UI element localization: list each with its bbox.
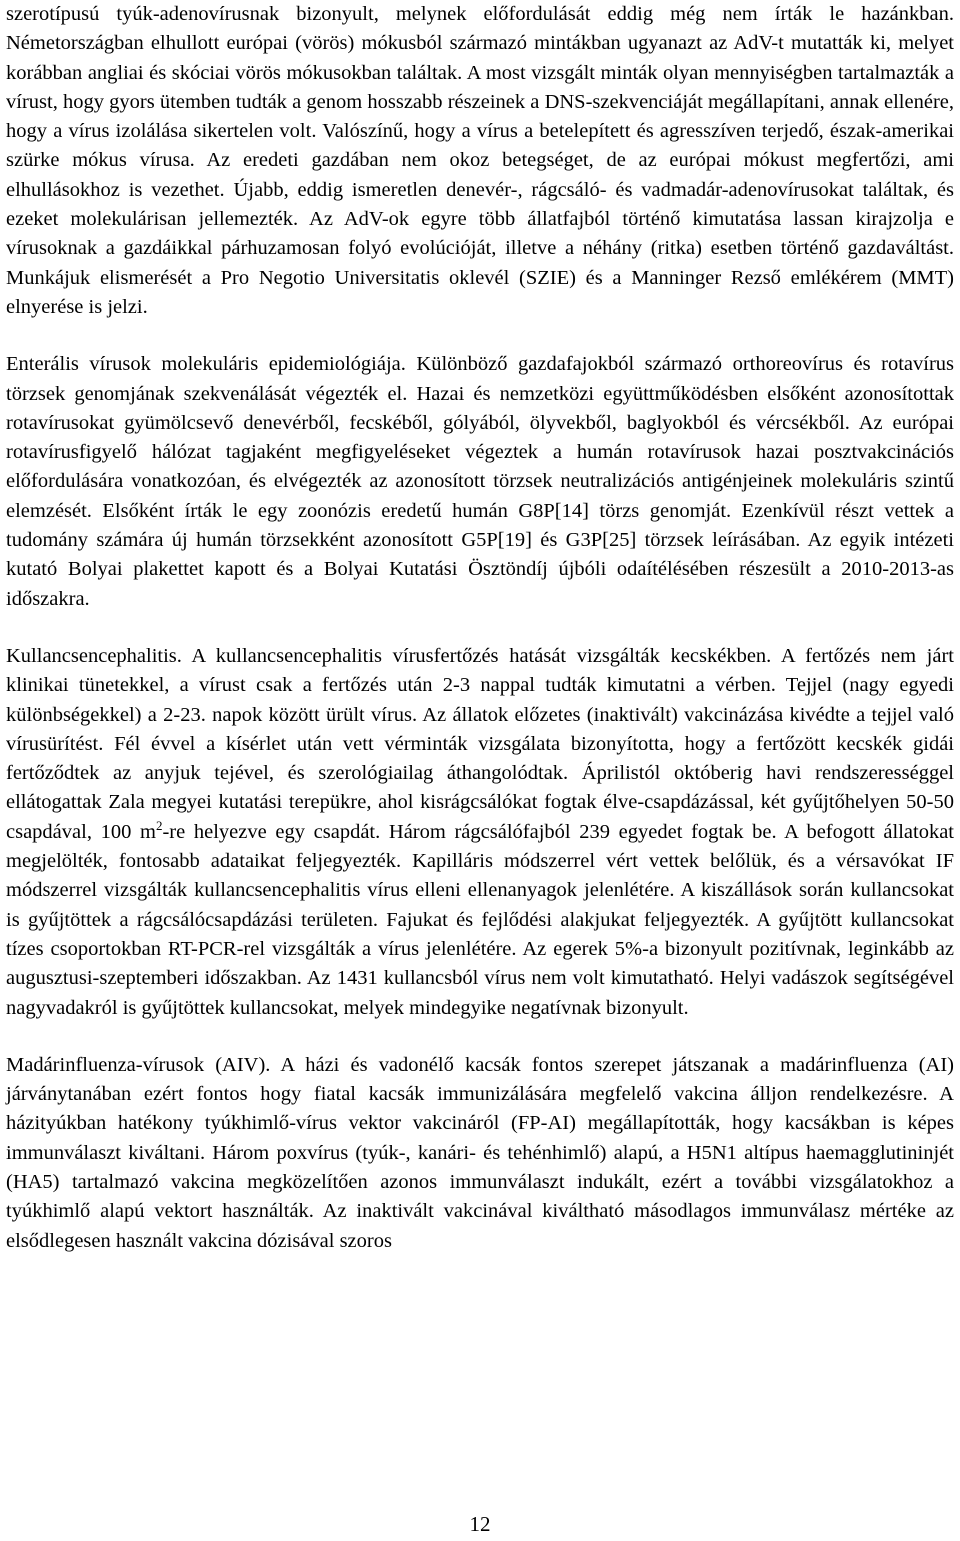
paragraph-text-part-1: Kullancsencephalitis. A kullancsencephalitis vírusfertőzés hatását vizsgálták kecskékben. A fertőzés nem járt klinikai tünetekkel, a vírust csak a fertőzés után 2-3 nappal tudták kimutatni a vérben. Tejjel (nagy egyedi különbségekkel) a 2-23. napok között ürült vírus. Az állatok előzetes (inaktivált) vakcinázása kivédte a tejjel való vírusürítést. Fél évvel a kísérlet után vett vérminták vizsgálata bizonyította, hogy a fertőzött kecskék gidái fertőződtek az anyjuk tejével, és szerológiailag áthangolódtak. Áprilistól októberig havi rendszerességgel ellátogattak Zala megyei kutatási terepükre, ahol kisrágcsálókat fogtak élve-csapdázással, két gyűjtőhelyen 50-50 csapdával, 100 m	[6, 644, 954, 843]
paragraph-adenovirus: szerotípusú tyúk-adenovírusnak bizonyult, melynek előfordulását eddig még nem írták le hazánkban. Németországban elhullott európai (vörös) mókusból származó mintákban ugyanazt az AdV-t mutatták ki, melyet korábban angliai és skóciai vörös mókusokban találtak. A most vizsgált minták olyan mennyiségben tartalmazták a vírust, hogy gyors ütemben tudták a genom hosszabb részeinek a DNS-szekvenciáját megállapítani, annak ellenére, hogy a vírus izolálása sikertelen volt. Valószínű, hogy a vírus a betelepített és agresszíven terjedő, észak-amerikai szürke mókus vírusa. Az eredeti gazdában nem okoz betegséget, de az európai mókust megfertőzi, ami elhullásokhoz is vezethet. Újabb, eddig ismeretlen denevér-, rágcsáló- és vadmadár-adenovírusokat találtak, és ezeket molekulárisan jellemezték. Az AdV-ok egyre több állatfajból történő kimutatása lassan kirajzolja e vírusoknak a gazdáikkal párhuzamosan folyó evolúcióját, illetve a néhány (ritka) esetben történő gazdaváltást. Munkájuk elismerését a Pro Negotio Universitatis oklevél (SZIE) és a Manninger Rezső emlékérem (MMT) elnyerése is jelzi.	[6, 3, 954, 318]
paragraph-text-part-2: -re helyezve egy csapdát. Három rágcsálófajból 239 egyedet fogtak be. A befogott állatokat megjelölték, fontosabb adataikat feljegyezték. Kapilláris módszerrel vért vettek belőlük, és a vérsavókat IF módszerrel vizsgálták kullancsencephalitis vírus elleni ellenanyagok jelenlétére. A kiszállások során kullancsokat is gyűjtöttek a rágcsálócsapdázási területen. Fajukat és fejlődési alakjukat feljegyezték. A gyűjtött kullancsokat tízes csoportokban RT-PCR-rel vizsgálták a vírus jelenlétére. Az egerek 5%-a bizonyult pozitívnak, leginkább az augusztusi-szeptemberi időszakban. Az 1431 kullancsból vírus nem volt kimutatható. Helyi vadászok segítségével nagyvadakról is gyűjtöttek kullancsokat, melyek mindegyike negatívnak bizonyult.	[6, 820, 954, 1019]
page-number: 12	[469, 1512, 491, 1536]
superscript-2: 2	[155, 817, 163, 833]
paragraph-enteral-viruses: Enterális vírusok molekuláris epidemiológiája. Különböző gazdafajokból származó orthoreovírus és rotavírus törzsek genomjának szekvenálását végezték el. Hazai és nemzetközi együttműködésben elsőként azonosítottak rotavírusokat gyümölcsevő denevérből, fecskéből, gólyából, ölyvekből, baglyokból és vércsékből. Az európai rotavírusfigyelő hálózat tagjaként megfigyeléseket végeztek a humán rotavírusok hazai posztvakcinációs előfordulására vonatkozóan, és elvégezték az azonosított törzsek neutralizációs antigénjeinek molekuláris szintű elemzését. Elsőként írták le egy zoonózis eredetű humán G8P[14] törzs genomját. Ezenkívül részt vettek a tudomány számára új humán törzsekként azonosított G5P[19] és G3P[25] törzsek leírásában. Az egyik intézeti kutató Bolyai plakettet kapott és a Bolyai Kutatási Ösztöndíj újbóli odaítélésében részesült a 2010-2013-as időszakra.	[6, 353, 954, 610]
paragraph-avian-influenza: Madárinfluenza-vírusok (AIV). A házi és vadonélő kacsák fontos szerepet játszanak a madárinfluenza (AI) járványtanában ezért fontos hogy fiatal kacsák immunizálására megfelelő vakcina álljon rendelkezésre. A házityúkban hatékony tyúkhimlő-vírus vektor vakcináról (FP-AI) megállapították, hogy kacsákban is képes immunválaszt kiváltani. Három poxvírus (tyúk-, kanári- és tehénhimlő) alapú, a H5N1 altípus haemagglutininjét (HA5) tartalmazó vakcina megközelítően azonos immunválaszt indukált, ezért a további vizsgálatokhoz a tyúkhimlő alapú vektort használták. Az inaktivált vakcinával kiváltható másodlagos immunválasz mértéke az elsődlegesen használt vakcina dózisával szoros	[6, 1053, 954, 1252]
body-text	[6, 0, 954, 1256]
paragraph-tick-borne-encephalitis	[6, 642, 954, 1023]
